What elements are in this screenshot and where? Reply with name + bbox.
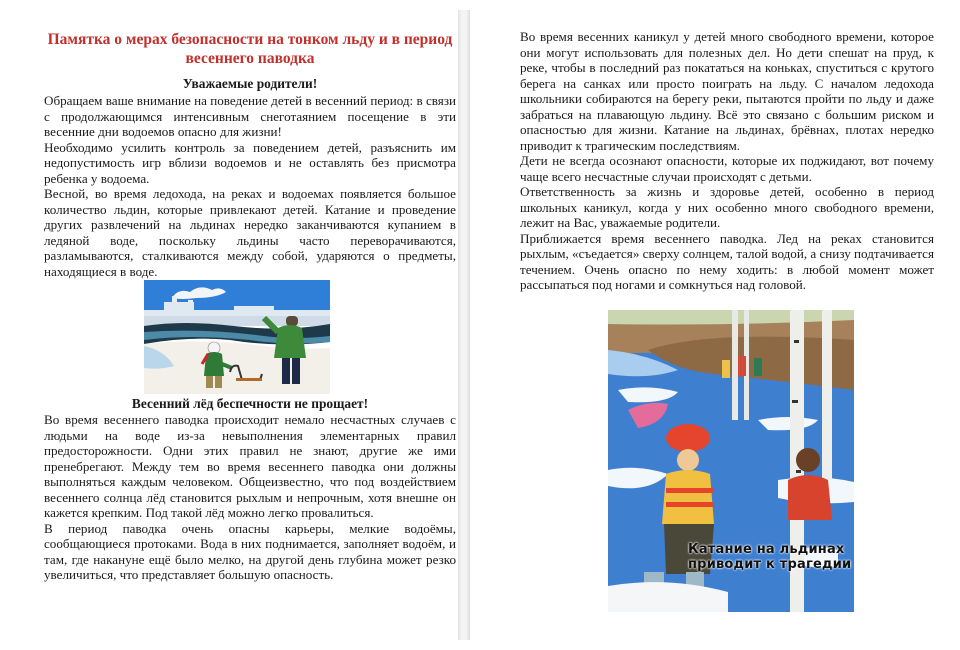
- paragraph: Ответственность за жизнь и здоровье детей, особенно в период школьных каникул, когда у них особенно много свободного времени, лежит на Вас, уважаемые родители.: [520, 184, 934, 230]
- left-main-text: [44, 412, 456, 583]
- right-page: [470, 0, 960, 650]
- left-intro-text: [44, 93, 456, 279]
- ice-floe-illustration: [608, 310, 854, 612]
- paragraph: Обращаем ваше внимание на поведение детей в весенний период: в связи с продолжающимся интенсивным снеготаянием посещение в эти весенние дни водоемов опасно для жизни!: [44, 93, 456, 139]
- left-page: [0, 0, 458, 650]
- paragraph: Необходимо усилить контроль за поведением детей, разъяснить им недопустимость игр вблизи водоемов и не оставлять без присмотра ребенка у водоема.: [44, 139, 456, 186]
- illustration-image: [144, 280, 330, 394]
- greeting-heading: Уважаемые родители!: [182, 76, 318, 91]
- illustration-caption-line-1: Катание на льдинах: [688, 542, 845, 557]
- right-text: [520, 29, 934, 293]
- paragraph: Дети не всегда осознают опасности, которые их поджидают, вот почему чаще всего несчастные случаи происходят с детьми.: [520, 153, 934, 184]
- sled-ice-illustration: [144, 280, 330, 394]
- document-title: Памятка о мерах безопасности на тонком льду и в период весеннего паводка: [47, 31, 453, 67]
- paragraph: Приближается время весеннего паводка. Лед на реках становится рыхлым, «съедается» сверху солнцем, талой водой, а снизу подтачивается течением. Очень опасно по нему ходить: в любой момент может рассыпаться под ногами и сомкнуться над головой.: [520, 230, 934, 292]
- paragraph: Во время весенних каникул у детей много свободного времени, которое они могут использовать для полезных дел. Но дети спешат на пруд, к реке, чтобы в последний раз покататься на коньках, спуститься с крутого берега на санках или просто поиграть на льду. С началом ледохода школьники собираются на берегу реки, пытаются пройти по льду и даже забраться на плавающую льдину. Всё это связано с большим риском и опасностью для жизни. Катание на льдинах, брёвнах, плотах нередко приводит к трагическим последствиям.: [520, 29, 934, 153]
- page-divider: [458, 10, 470, 640]
- subheading: Весенний лёд беспечности не прощает!: [131, 396, 369, 411]
- paragraph: Весной, во время ледохода, на реках и водоемах появляется большое количество льдин, которые привлекают детей. Катание и проведение других развлечений на льдинах нередко заканчиваются купанием в ледяной воде, поскольку льдины часто переворачиваются, разламываются, сталкиваются между собой, ударяются о предметы, находящиеся в воде.: [44, 186, 456, 279]
- illustration-caption-line-2: приводит к трагедии: [688, 557, 852, 572]
- paragraph: В период паводка очень опасны карьеры, мелкие водоёмы, сообщающиеся протоками. Вода в них поднимается, заполняет водоём, и там, где накануне ещё было мелко, на другой день глубина может резко увеличиться, что представляет большую опасность.: [44, 520, 456, 582]
- paragraph: Во время весеннего паводка происходит немало несчастных случаев с людьми на воде из-за невыполнения элементарных правил предосторожности. Одни этих правил не знают, другие же ими пренебрегают. Между тем во время весеннего паводка они должны выполняться каждым человеком. Общеизвестно, что под воздействием весеннего солнца лёд становится рыхлым и непрочным, хотя внешне он кажется крепким. Под такой лёд можно легко провалиться.: [44, 412, 456, 520]
